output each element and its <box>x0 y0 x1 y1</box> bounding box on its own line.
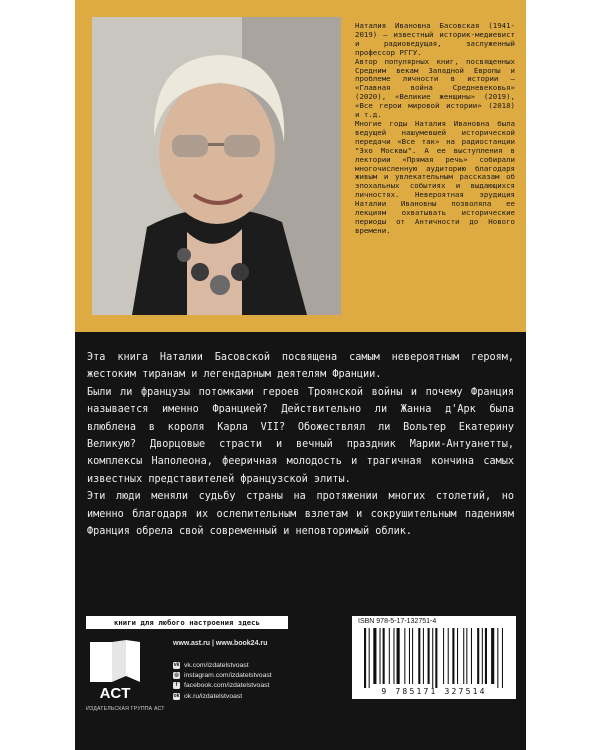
barcode-bar <box>369 628 370 688</box>
barcode-bar <box>477 628 479 684</box>
barcode-bar <box>448 628 449 684</box>
social-link-text: vk.com/izdatelstvoast <box>184 661 249 669</box>
barcode-bar <box>380 628 381 684</box>
author-bio <box>355 22 515 236</box>
instagram-icon: ◎ <box>174 672 179 679</box>
barcode-bar <box>463 628 464 684</box>
publisher-footer <box>75 616 526 750</box>
barcode-bar <box>502 628 503 688</box>
odnoklassniki-icon: ok <box>173 692 180 699</box>
ean-digits: 9 785171 327514 <box>381 687 487 696</box>
tagline-banner: книги для любого настроения здесь <box>86 616 288 629</box>
barcode-bar <box>412 628 413 684</box>
barcode-bar <box>497 628 498 688</box>
social-link-vk[interactable] <box>173 660 272 670</box>
blurb-paragraph: Были ли французы потомками героев Троянской войны и почему Франция называется именно Францией? Действительно ли Жанна д'Арк была влюблена в короля Карла VII? Обожествлял ли Вольтер Екатерину Великую? Дворцовые страсти и вечный праздник Марии-Антуанетты, комплексы Наполеона, фееричная молодость и трагичная кончина самых известных представителей французской элиты. <box>87 386 514 485</box>
author-photo <box>92 17 341 315</box>
barcode-bar <box>457 628 458 684</box>
social-link-text: instagram.com/izdatelstvoast <box>184 672 272 680</box>
logo-caption: ИЗДАТЕЛЬСКАЯ ГРУППА АСТ <box>86 706 165 712</box>
book-blurb <box>87 349 514 540</box>
facebook-icon: f <box>173 682 180 689</box>
author-section <box>75 0 526 332</box>
barcode-bar <box>435 628 437 688</box>
barcode-bar <box>364 628 366 688</box>
vk-icon: vk <box>173 661 180 668</box>
ast-logo-icon <box>86 640 154 702</box>
book-back-cover <box>75 0 526 750</box>
isbn-label: ISBN 978-5-17-132751-4 <box>358 618 437 625</box>
barcode-bar <box>373 628 376 684</box>
barcode-bar <box>397 628 400 684</box>
barcode-bar <box>432 628 433 688</box>
social-link-odnoklassniki[interactable] <box>173 691 272 701</box>
barcode-bar <box>443 628 444 684</box>
barcode-bar <box>418 628 420 684</box>
barcode-bar <box>409 628 410 684</box>
barcode-bar <box>491 628 494 684</box>
barcode <box>356 628 512 688</box>
author-bio-paragraph: Многие годы Наталия Ивановна была ведущей нашумевшей исторической передачи «Все так» на радиостанции "Эхо Москвы". А ее выступления в лектории «Прямая речь» собирали многочисленную аудиторию благодаря живым и увлекательным рассказам об эпохальных событиях и выдающихся личностях. Невероятная эрудиция Наталии Ивановны позволяла ее лекциям охватывать исторические периоды от Античности до Нового времени. <box>355 118 515 235</box>
barcode-bar <box>452 628 454 684</box>
blurb-paragraph: Эта книга Наталии Басовской посвящена самым невероятным героям, жестоким тиранам и легендарным деятелям Франции. <box>87 352 514 381</box>
social-link-text: ok.ru/izdatelstvoast <box>184 692 243 700</box>
barcode-bar <box>428 628 430 684</box>
social-link-text: facebook.com/izdatelstvoast <box>184 682 270 690</box>
barcode-bar <box>383 628 385 684</box>
social-link-instagram[interactable] <box>173 670 272 680</box>
barcode-bar <box>485 628 487 684</box>
publisher-logo <box>86 640 165 712</box>
barcode-bar <box>423 628 424 684</box>
isbn-barcode-block <box>352 616 516 699</box>
barcode-bar <box>393 628 394 684</box>
author-bio-paragraph: Наталия Ивановна Басовская (1941-2019) — известный историк-медиевист и радиоведущая, заслуженный профессор РГГУ. <box>355 21 515 57</box>
description-section <box>75 332 526 750</box>
barcode-bar <box>404 628 405 684</box>
author-portrait-illustration <box>92 17 341 315</box>
barcode-bar <box>466 628 467 684</box>
social-link-facebook[interactable] <box>173 681 272 691</box>
logo-text: ACT <box>99 685 131 702</box>
barcode-bar <box>471 628 472 684</box>
website-links[interactable]: www.ast.ru | www.book24.ru <box>173 640 268 647</box>
barcode-bar <box>389 628 390 684</box>
author-bio-paragraph: Автор популярных книг, посвященных Средним векам Западной Европы и проблеме личности в истории — «Главная война Средневековья» (2020), «Великие женщины» (2019), «Все герои мировой истории» (2018) и т.д. <box>355 56 515 120</box>
blurb-paragraph: Эти люди меняли судьбу страны на протяжении многих столетий, но именно благодаря их ослепительным взлетам и сокрушительным падениям Франция обрела свой современный и неповторимый облик. <box>87 491 514 538</box>
social-links <box>173 660 272 702</box>
barcode-bar <box>482 628 483 684</box>
